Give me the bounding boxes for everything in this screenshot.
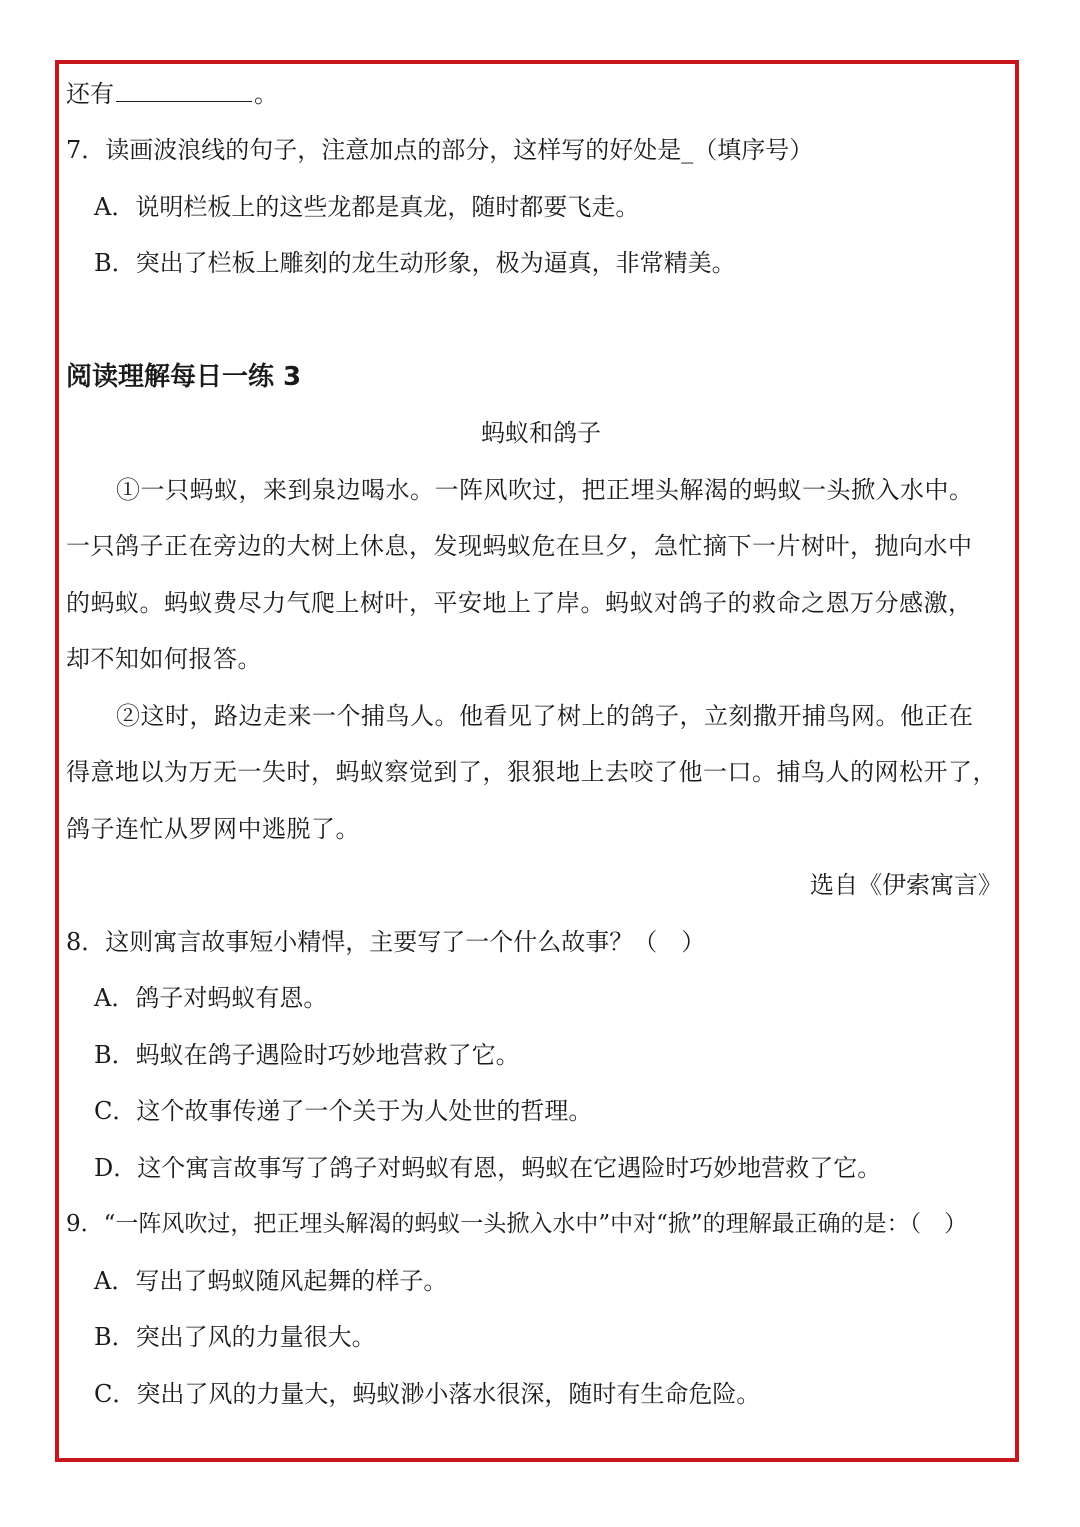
passage-line: ①一只蚂蚁，来到泉边喝水。一阵风吹过，把正埋头解渴的蚂蚁一头掀入水中。: [116, 476, 974, 504]
question-8-option-d: D．这个寓言故事写了鸽子对蚂蚁有恩，蚂蚁在它遇险时巧妙地营救了它。: [94, 1154, 882, 1182]
previous-question-tail: 还有 。: [66, 80, 278, 108]
passage-line: 却不知如何报答。: [66, 645, 262, 673]
question-7-stem: 7．读画波浪线的句子，注意加点的部分，这样写的好处是_（填序号）: [66, 136, 814, 164]
question-9-option-c: C．突出了风的力量大，蚂蚁渺小落水很深，随时有生命危险。: [94, 1380, 761, 1408]
passage-line: ②这时，路边走来一个捕鸟人。他看见了树上的鸽子，立刻撒开捕鸟网。他正在: [116, 702, 974, 730]
passage-line: 的蚂蚁。蚂蚁费尽力气爬上树叶，平安地上了岸。蚂蚁对鸽子的救命之恩万分感激，: [66, 589, 973, 617]
question-8-option-b: B．蚂蚁在鸽子遇险时巧妙地营救了它。: [94, 1041, 520, 1069]
question-7-option-a: A．说明栏板上的这些龙都是真龙，随时都要飞走。: [94, 193, 640, 221]
question-8-option-a: A．鸽子对蚂蚁有恩。: [94, 984, 328, 1012]
question-9-option-a: A．写出了蚂蚁随风起舞的样子。: [94, 1267, 448, 1295]
passage-line: 一只鸽子正在旁边的大树上休息，发现蚂蚁危在旦夕，急忙摘下一片树叶，抛向水中: [66, 532, 973, 560]
question-7-option-b: B．突出了栏板上雕刻的龙生动形象，极为逼真，非常精美。: [94, 249, 736, 277]
passage-source: 选自《伊索寓言》: [810, 871, 1002, 899]
question-9-stem: 9．“一阵风吹过，把正埋头解渴的蚂蚁一头掀入水中”中对“掀”的理解最正确的是：（ ）: [66, 1211, 968, 1237]
question-8-stem: 8．这则寓言故事短小精悍，主要写了一个什么故事？（ ）: [66, 928, 706, 956]
question-8-option-c: C．这个故事传递了一个关于为人处世的哲理。: [94, 1097, 593, 1125]
section-heading: 阅读理解每日一练 3: [66, 362, 302, 392]
answer-blank[interactable]: [116, 83, 252, 102]
passage-line: 得意地以为万无一失时，蚂蚁察觉到了，狠狠地上去咬了他一口。捕鸟人的网松开了，: [66, 758, 997, 786]
passage-title: 蚂蚁和鸽子: [481, 419, 601, 447]
passage-line: 鸽子连忙从罗网中逃脱了。: [66, 815, 360, 843]
question-9-option-b: B．突出了风的力量很大。: [94, 1323, 376, 1351]
